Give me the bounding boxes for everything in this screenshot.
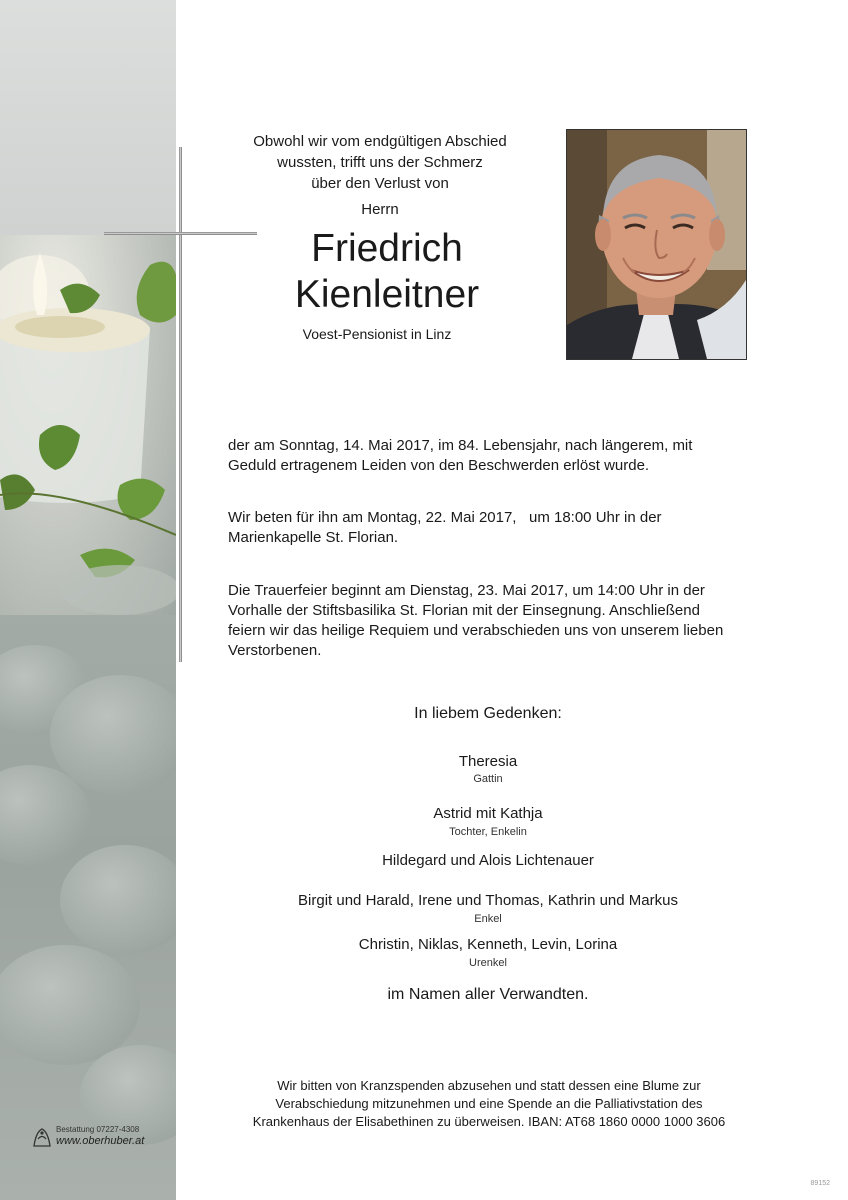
family-member-role: Gattin [473,773,503,785]
deceased-first-name: Friedrich [311,227,463,270]
intro-line-1: Obwohl wir vom endgültigen Abschied [253,133,507,150]
decorative-side-image [0,0,176,1200]
family-member-name: Birgit und Harald, Irene und Thomas, Kathrin und Markus [298,892,678,909]
paragraph-line: Geduld ertragenem Leiden von den Beschwerden erlöst wurde. [228,457,650,474]
paragraph-line: Verstorbenen. [228,642,322,659]
prayer-paragraph [228,508,748,548]
candle-ivy-illustration [0,235,176,615]
undertaker-logo [32,1124,162,1152]
cross-vertical-bar [179,147,182,662]
family-member-name: Theresia [458,753,518,770]
intro-line-2: wussten, trifft uns der Schmerz [277,154,483,171]
family-member-name: Christin, Niklas, Kenneth, Levin, Lorina [358,936,618,953]
portrait-illustration [567,130,746,359]
deceased-last-name: Kienleitner [294,273,480,316]
family-member-role: Tochter, Enkelin [449,826,527,838]
footer-line: Krankenhaus der Elisabethinen zu überweisen. IBAN: AT68 1860 0000 1000 3606 [252,1114,726,1129]
salutation: Herrn [361,201,399,218]
paragraph-line: Vorhalle der Stiftsbasilika St. Florian mit der Einsegnung. Anschließend [228,602,700,619]
funeral-paragraph [228,581,748,661]
family-member-role: Urenkel [469,957,507,969]
paragraph-line: Die Trauerfeier beginnt am Dienstag, 23. Mai 2017, um 14:00 Uhr in der [228,582,705,599]
paragraph-line: Wir beten für ihn am Montag, 22. Mai 2017, um 18:00 Uhr in der [228,509,662,526]
footer-line: Verabschiedung mitzunehmen und eine Spende an die Palliativstation des [275,1096,703,1111]
donation-request [200,1077,778,1131]
undertaker-phone: Bestattung 07227-4308 [56,1125,140,1134]
candle-image [0,235,176,615]
stones-background [0,615,176,1200]
portrait-photo [566,129,747,360]
memory-heading: In liebem Gedenken: [414,705,562,722]
death-announcement-paragraph [228,436,748,476]
intro-line-3: über den Verlust von [311,175,449,192]
family-member-role: Enkel [474,913,502,925]
reference-number: 89152 [810,1180,830,1187]
undertaker-logo-icon [32,1126,52,1148]
side-upper-background [0,0,176,235]
deceased-occupation: Voest-Pensionist in Linz [302,326,452,342]
footer-line: Wir bitten von Kranzspenden abzusehen und statt dessen eine Blume zur [277,1078,701,1093]
closing-line: im Namen aller Verwandten. [387,986,589,1003]
family-member-name: Hildegard und Alois Lichtenauer [382,852,594,869]
family-member-name: Astrid mit Kathja [433,805,543,822]
paragraph-line: der am Sonntag, 14. Mai 2017, im 84. Lebensjahr, nach längerem, mit [228,437,693,454]
intro-text [200,131,560,194]
undertaker-website: www.oberhuber.at [56,1135,145,1147]
paragraph-line: feiern wir das heilige Requiem und verabschieden uns von unserem lieben [228,622,724,639]
paragraph-line: Marienkapelle St. Florian. [228,529,399,546]
